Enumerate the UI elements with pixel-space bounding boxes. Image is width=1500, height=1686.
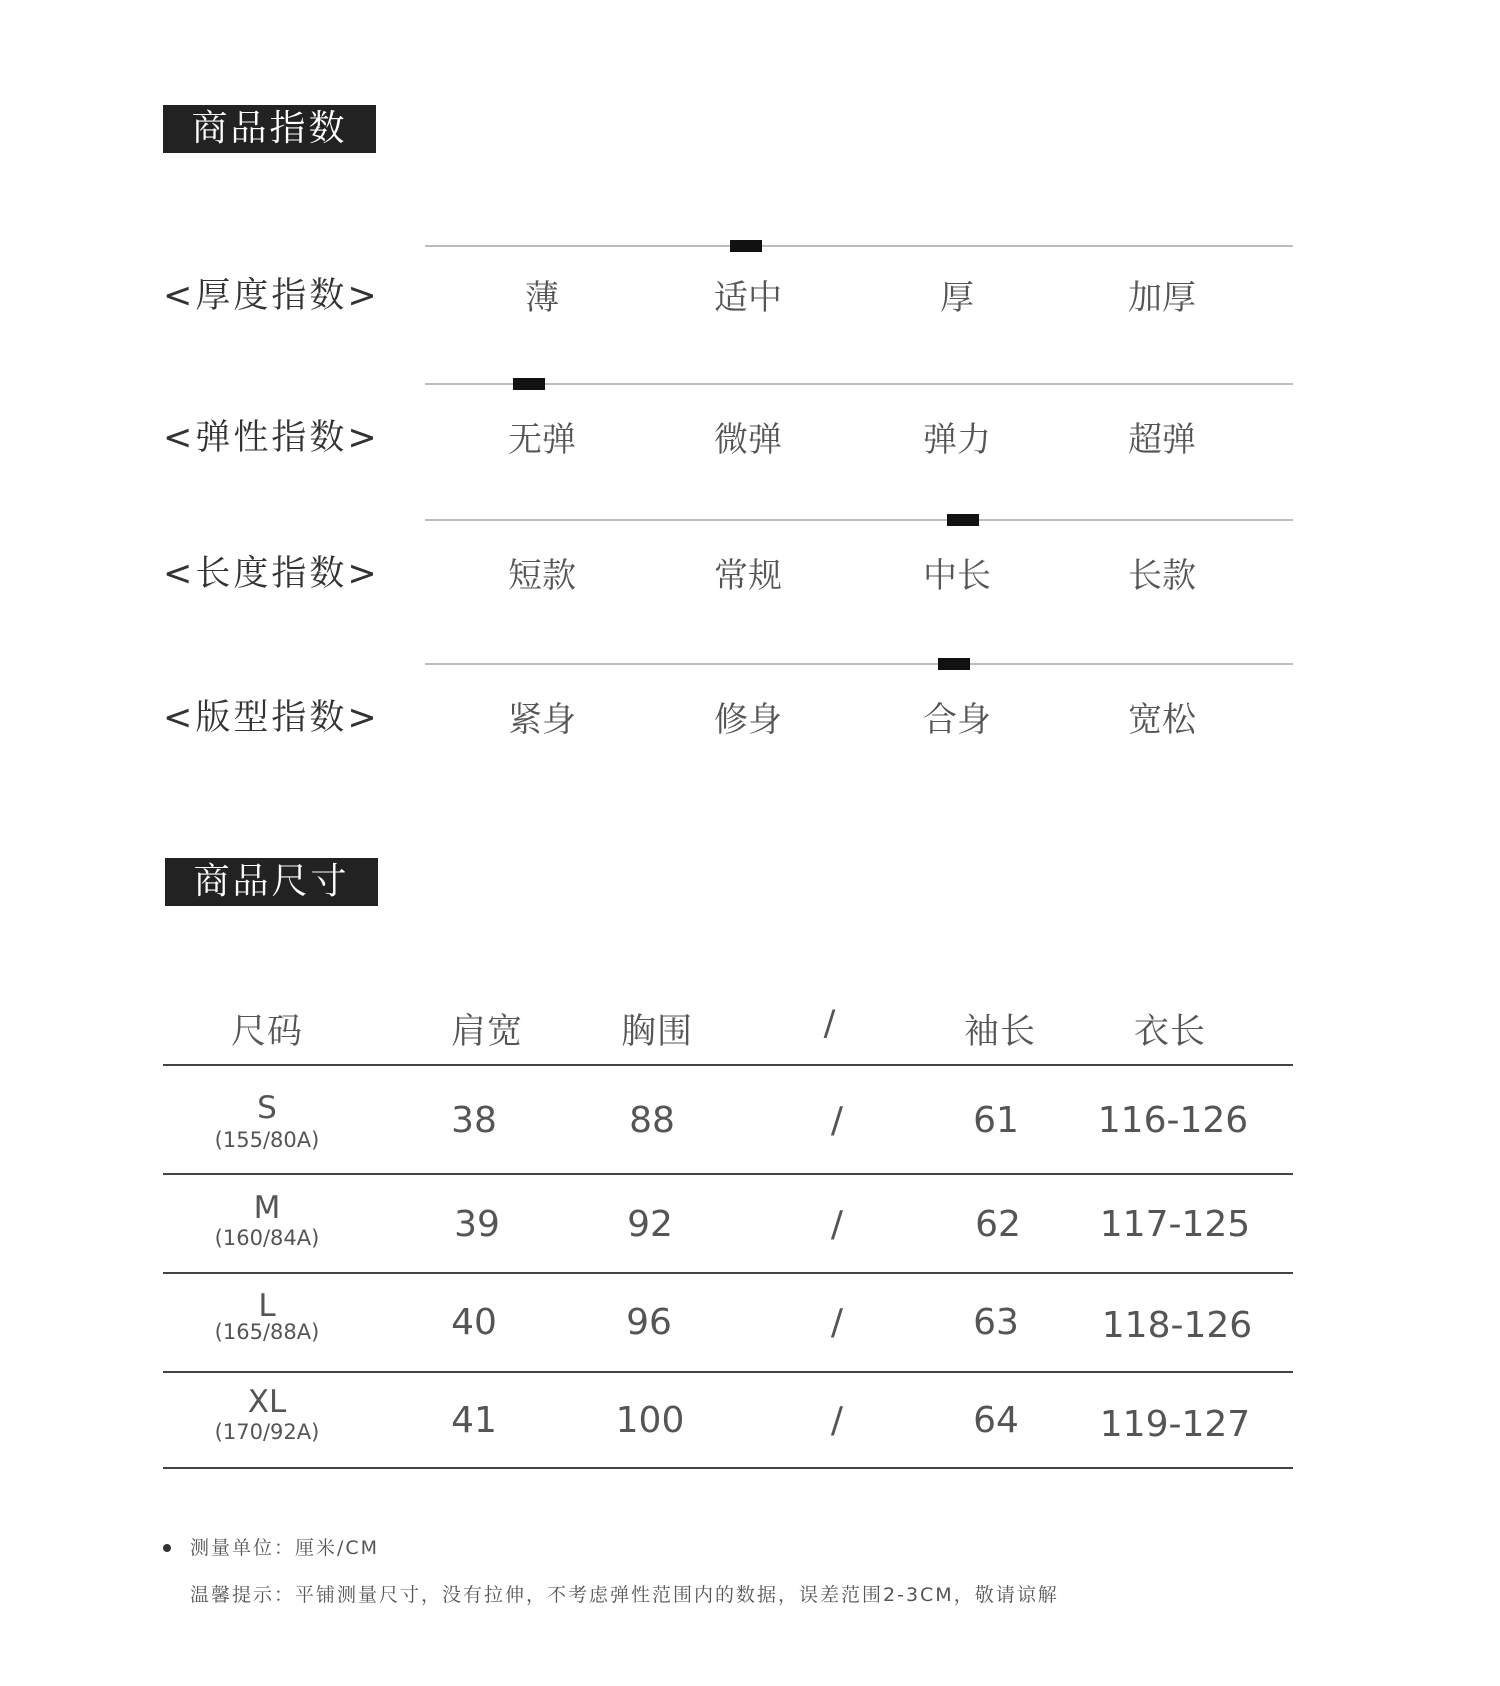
index-label: <厚度指数>	[163, 276, 380, 316]
table-divider	[163, 1371, 1293, 1373]
shoulder-width-cell: 41	[451, 1400, 497, 1441]
column-header: 尺码	[230, 1012, 303, 1052]
table-divider	[163, 1272, 1293, 1274]
index-marker	[947, 514, 979, 526]
shoulder-width-cell: 38	[451, 1100, 497, 1141]
index-label: <版型指数>	[163, 698, 380, 738]
index-marker	[730, 240, 762, 252]
table-divider	[163, 1064, 1293, 1066]
column-header: 胸围	[620, 1012, 693, 1052]
index-label: <弹性指数>	[163, 418, 380, 458]
column-header: 肩宽	[450, 1012, 523, 1052]
column-header: 袖长	[963, 1012, 1036, 1052]
chest-cell: 88	[629, 1100, 675, 1141]
index-track	[425, 663, 1293, 665]
index-option: 超弹	[1128, 420, 1196, 460]
size-code: M	[253, 1190, 281, 1226]
index-option: 合身	[923, 700, 991, 740]
size-detail: (170/92A)	[214, 1420, 320, 1444]
index-marker	[513, 378, 545, 390]
size-detail: (160/84A)	[214, 1226, 320, 1250]
slash-cell: /	[830, 1302, 844, 1343]
body-length-cell: 116-126	[1097, 1100, 1249, 1141]
sleeve-length-cell: 61	[973, 1100, 1019, 1141]
body-length-cell: 118-126	[1101, 1305, 1253, 1346]
chest-cell: 92	[627, 1204, 673, 1245]
index-option: 修身	[714, 700, 782, 740]
index-option: 厚	[940, 278, 974, 318]
index-option: 弹力	[923, 420, 991, 460]
size-code: XL	[247, 1384, 287, 1420]
slash-cell: /	[830, 1400, 844, 1441]
index-option: 微弹	[714, 420, 782, 460]
index-marker	[938, 658, 970, 670]
length-index-row	[0, 504, 1500, 604]
thickness-index-row	[0, 230, 1500, 330]
shoulder-width-cell: 39	[454, 1204, 500, 1245]
index-option: 宽松	[1128, 700, 1196, 740]
index-label: <长度指数>	[163, 554, 380, 594]
index-track	[425, 383, 1293, 385]
index-section-title: 商品指数	[163, 105, 376, 153]
index-option: 薄	[525, 278, 559, 318]
index-option: 无弹	[508, 420, 576, 460]
table-divider	[163, 1173, 1293, 1175]
slash-cell: /	[830, 1204, 844, 1245]
elasticity-index-row	[0, 368, 1500, 468]
shoulder-width-cell: 40	[451, 1302, 497, 1343]
index-option: 中长	[923, 556, 991, 596]
index-option: 长款	[1128, 556, 1196, 596]
index-option: 短款	[508, 556, 576, 596]
size-section-title: 商品尺寸	[165, 858, 378, 906]
column-header: 衣长	[1133, 1012, 1206, 1052]
tip-note: 温馨提示：平铺测量尺寸，没有拉伸，不考虑弹性范围内的数据，误差范围2-3CM，敬请谅解	[190, 1584, 1059, 1606]
fit-index-row	[0, 648, 1500, 748]
size-detail: (165/88A)	[214, 1320, 320, 1344]
measurement-unit-note: 测量单位：厘米/CM	[190, 1537, 380, 1559]
index-option: 常规	[714, 556, 782, 596]
body-length-cell: 119-127	[1099, 1404, 1251, 1445]
table-divider	[163, 1467, 1293, 1469]
index-option: 适中	[714, 278, 782, 318]
index-track	[425, 245, 1293, 247]
size-detail: (155/80A)	[214, 1128, 320, 1152]
index-track	[425, 519, 1293, 521]
chest-cell: 100	[615, 1400, 685, 1441]
bullet-icon	[163, 1544, 171, 1552]
size-code: S	[257, 1090, 277, 1126]
column-header: /	[823, 1004, 837, 1044]
chest-cell: 96	[626, 1302, 672, 1343]
size-code: L	[258, 1288, 276, 1324]
sleeve-length-cell: 63	[973, 1302, 1019, 1343]
index-option: 紧身	[508, 700, 576, 740]
index-option: 加厚	[1128, 278, 1196, 318]
body-length-cell: 117-125	[1099, 1204, 1251, 1245]
sleeve-length-cell: 64	[973, 1400, 1019, 1441]
sleeve-length-cell: 62	[975, 1204, 1021, 1245]
slash-cell: /	[830, 1100, 844, 1141]
